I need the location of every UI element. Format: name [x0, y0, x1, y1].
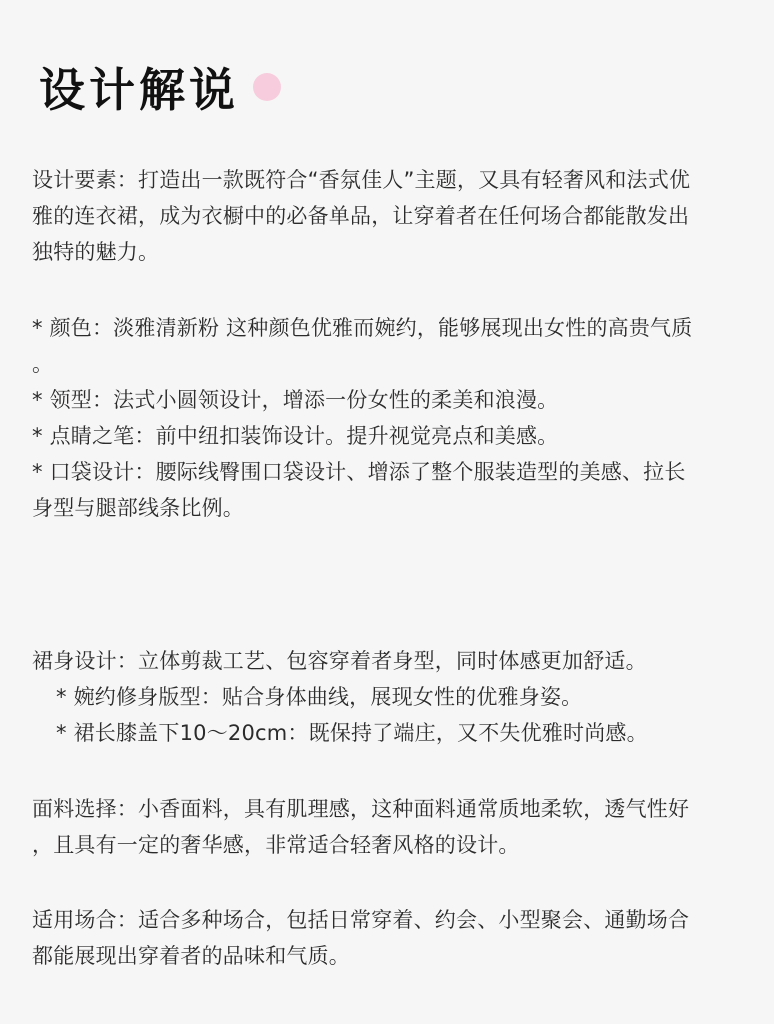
occasion-section	[32, 902, 748, 974]
skirt-body-heading-line: 裙身设计：立体剪裁工艺、包容穿着者身型，同时体感更加舒适。	[32, 649, 647, 673]
feature-collar-line: * 领型：法式小圆领设计，增添一份女性的柔美和浪漫。	[32, 388, 559, 412]
feature-color-line: * 颜色：淡雅清新粉 这种颜色优雅而婉约，能够展现出女性的高贵气质	[32, 316, 693, 340]
design-elements-line-2: 雅的连衣裙，成为衣橱中的必备单品，让穿着者在任何场合都能散发出	[32, 204, 690, 228]
design-elements-line-1: 设计要素：打造出一款既符合“香氛佳人”主题，又具有轻奢风和法式优	[32, 168, 691, 192]
feature-pocket-line-2: 身型与腿部线条比例。	[32, 496, 244, 520]
design-elements-line-3: 独特的魅力。	[32, 240, 160, 264]
features-list	[32, 310, 748, 526]
fabric-section	[32, 791, 748, 863]
page-header	[39, 58, 281, 122]
pink-dot-icon	[253, 73, 281, 101]
fabric-line-2: ，且具有一定的奢华感，非常适合轻奢风格的设计。	[32, 833, 520, 857]
feature-color-continuation: 。	[32, 352, 54, 376]
occasion-line-1: 适用场合：适合多种场合，包括日常穿着、约会、小型聚会、通勤场合	[32, 908, 690, 932]
fabric-line-1: 面料选择：小香面料，具有肌理感，这种面料通常质地柔软，透气性好	[32, 797, 690, 821]
occasion-line-2: 都能展现出穿着者的品味和气质。	[32, 944, 350, 968]
skirt-body-section	[32, 643, 748, 751]
skirt-length-line: * 裙长膝盖下10～20cm：既保持了端庄，又不失优雅时尚感。	[56, 721, 648, 745]
skirt-fit-line: * 婉约修身版型：贴合身体曲线，展现女性的优雅身姿。	[56, 685, 583, 709]
feature-highlight-line: * 点睛之笔：前中纽扣装饰设计。提升视觉亮点和美感。	[32, 424, 559, 448]
page-title: 设计解说	[39, 63, 239, 117]
design-elements-paragraph	[32, 162, 748, 270]
feature-pocket-line-1: * 口袋设计：腰际线臀围口袋设计、增添了整个服装造型的美感、拉长	[32, 460, 686, 484]
